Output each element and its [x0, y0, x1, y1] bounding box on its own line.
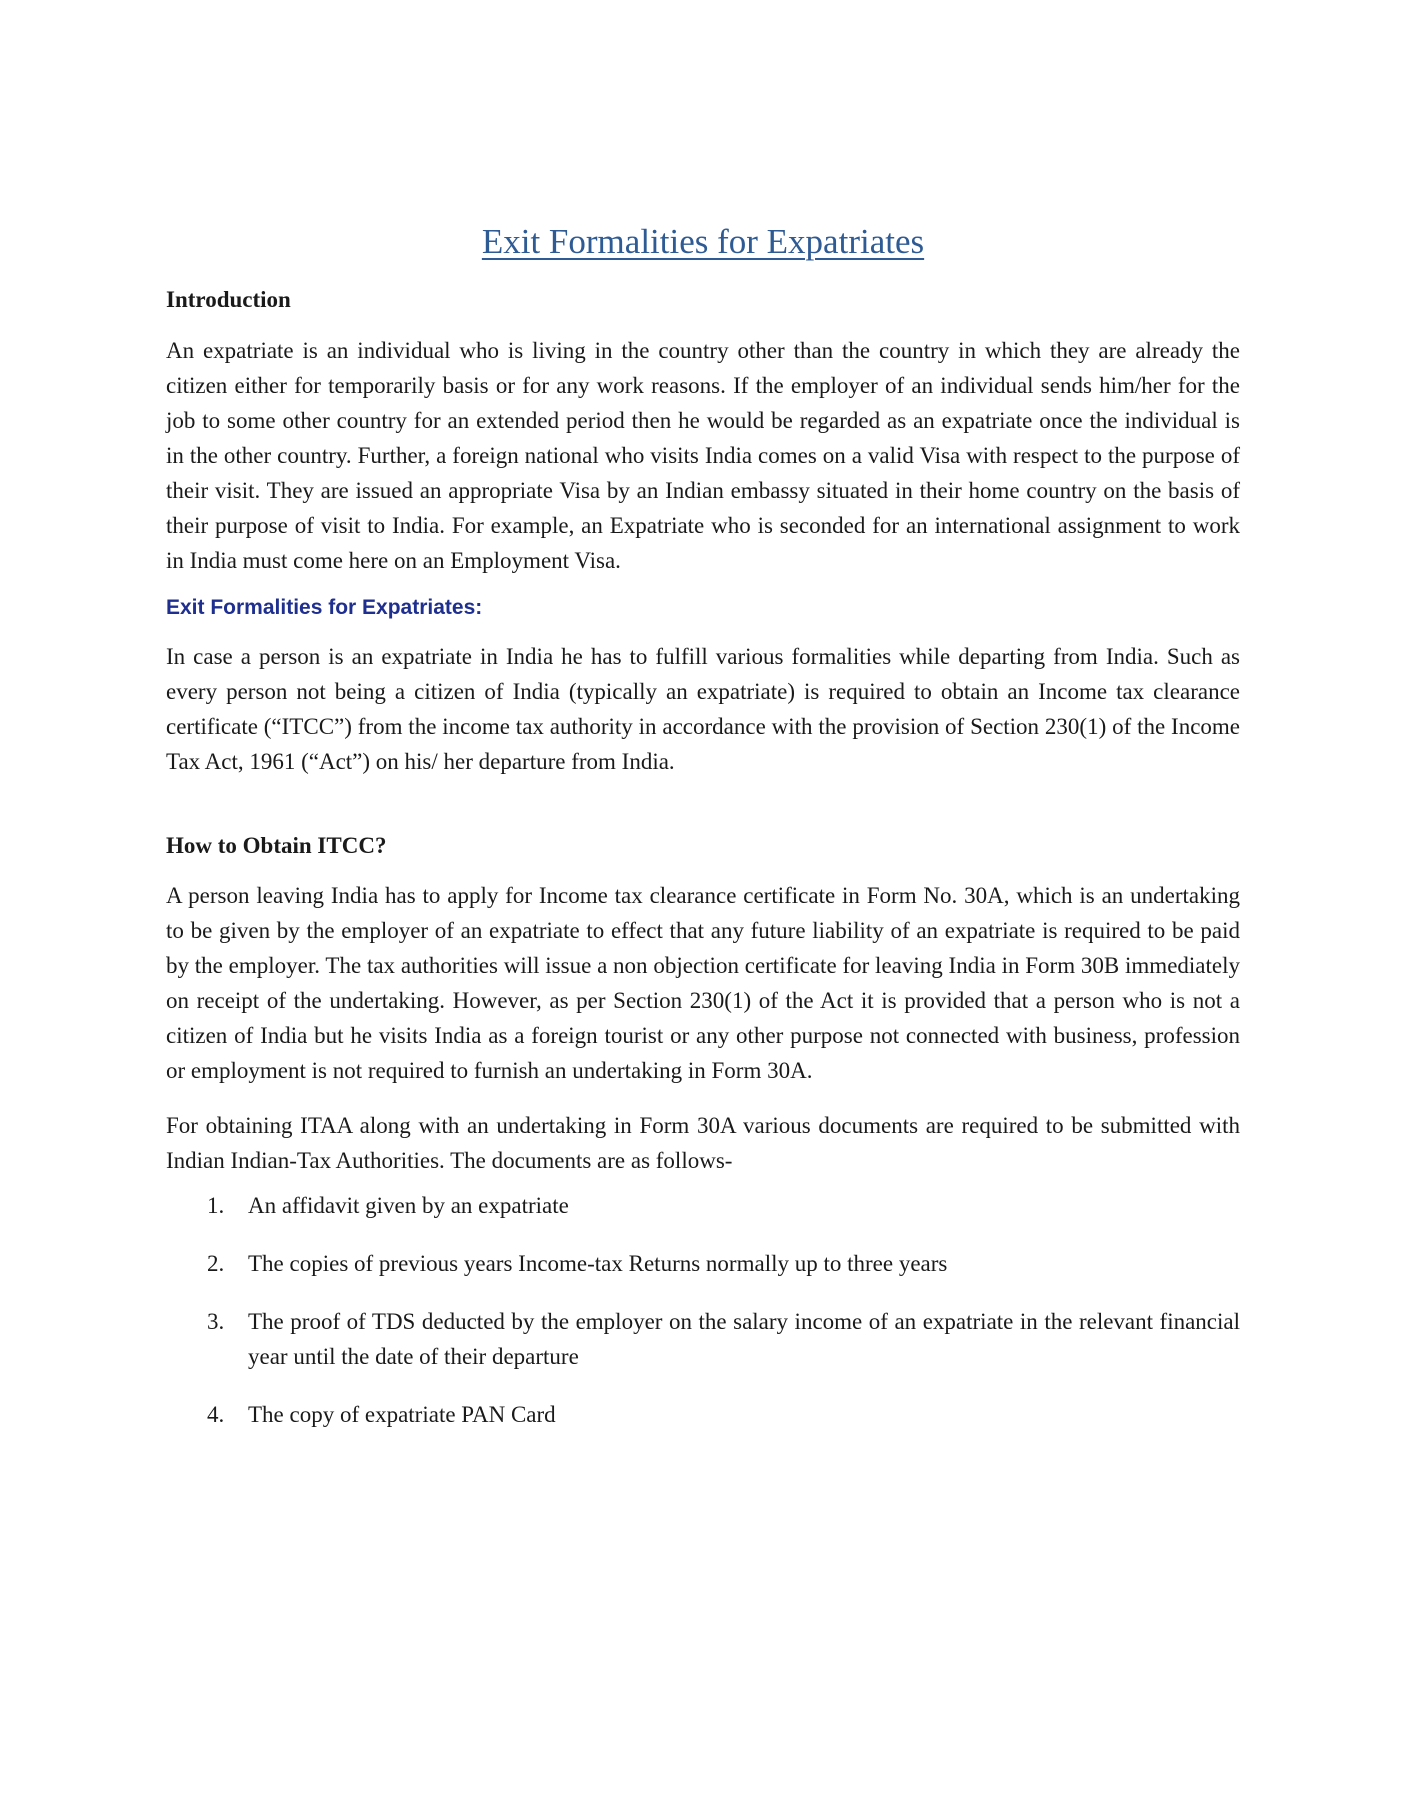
how-to-obtain-paragraph-2: For obtaining ITAA along with an undertaking in Form 30A various documents are required to be submitted with Indian Indian-Tax Authorities. The documents are as follows-	[166, 1113, 1240, 1173]
list-item-text: An affidavit given by an expatriate	[248, 1193, 569, 1218]
exit-formalities-heading: Exit Formalities for Expatriates:	[166, 596, 483, 619]
list-item-number: 4.	[207, 1402, 225, 1427]
list-item	[166, 1188, 1240, 1223]
how-to-obtain-paragraph-1: A person leaving India has to apply for Income tax clearance certificate in Form No. 30A, which is an undertaking to be given by the employer of an expatriate to effect that any future liability of an expatriate is required to be paid by the employer. The tax authorities will issue a non objection certificate for leaving India in Form 30B immediately on receipt of the undertaking. However, as per Section 230(1) of the Act it is provided that a person who is not a citizen of India but he visits India as a foreign tourist or any other purpose not connected with business, profession or employment is not required to furnish an undertaking in Form 30A.	[166, 883, 1240, 1083]
documents-list	[166, 1188, 1240, 1432]
list-item-text: The copies of previous years Income-tax Returns normally up to three years	[248, 1251, 948, 1276]
list-item	[166, 1246, 1240, 1281]
introduction-section	[166, 282, 1240, 317]
exit-formalities-paragraph: In case a person is an expatriate in India he has to fulfill various formalities while departing from India. Such as every person not being a citizen of India (typically an expatriate) is required to obtain an Income tax clearance certificate (“ITCC”) from the income tax authority in accordance with the provision of Section 230(1) of the Income Tax Act, 1961 (“Act”) on his/ her departure from India.	[166, 644, 1240, 774]
list-item-number: 3.	[207, 1309, 225, 1334]
how-to-obtain-body-block	[166, 878, 1240, 1088]
list-item	[166, 1397, 1240, 1432]
how-to-obtain-body-block-2	[166, 1108, 1240, 1178]
list-item	[166, 1304, 1240, 1374]
how-to-obtain-section	[166, 828, 1240, 863]
how-to-obtain-heading: How to Obtain ITCC?	[166, 833, 387, 858]
exit-formalities-section	[166, 590, 1240, 625]
list-item-text: The proof of TDS deducted by the employer on the salary income of an expatriate in the relevant financial year until the date of their departure	[248, 1309, 1240, 1369]
introduction-body-block	[166, 333, 1240, 578]
list-item-number: 1.	[207, 1193, 225, 1218]
introduction-paragraph: An expatriate is an individual who is living in the country other than the country in which they are already the citizen either for temporarily basis or for any work reasons. If the employer of an individual sends him/her for the job to some other country for an extended period then he would be regarded as an expatriate once the individual is in the other country. Further, a foreign national who visits India comes on a valid Visa with respect to the purpose of their visit. They are issued an appropriate Visa by an Indian embassy situated in their home country on the basis of their purpose of visit to India. For example, an Expatriate who is seconded for an international assignment to work in India must come here on an Employment Visa.	[166, 338, 1240, 573]
list-item-number: 2.	[207, 1251, 225, 1276]
document-title: Exit Formalities for Expatriates	[481, 222, 925, 261]
documents-list-block	[166, 1188, 1240, 1455]
list-item-text: The copy of expatriate PAN Card	[248, 1402, 556, 1427]
introduction-heading: Introduction	[166, 287, 291, 312]
exit-formalities-body-block	[166, 639, 1240, 779]
